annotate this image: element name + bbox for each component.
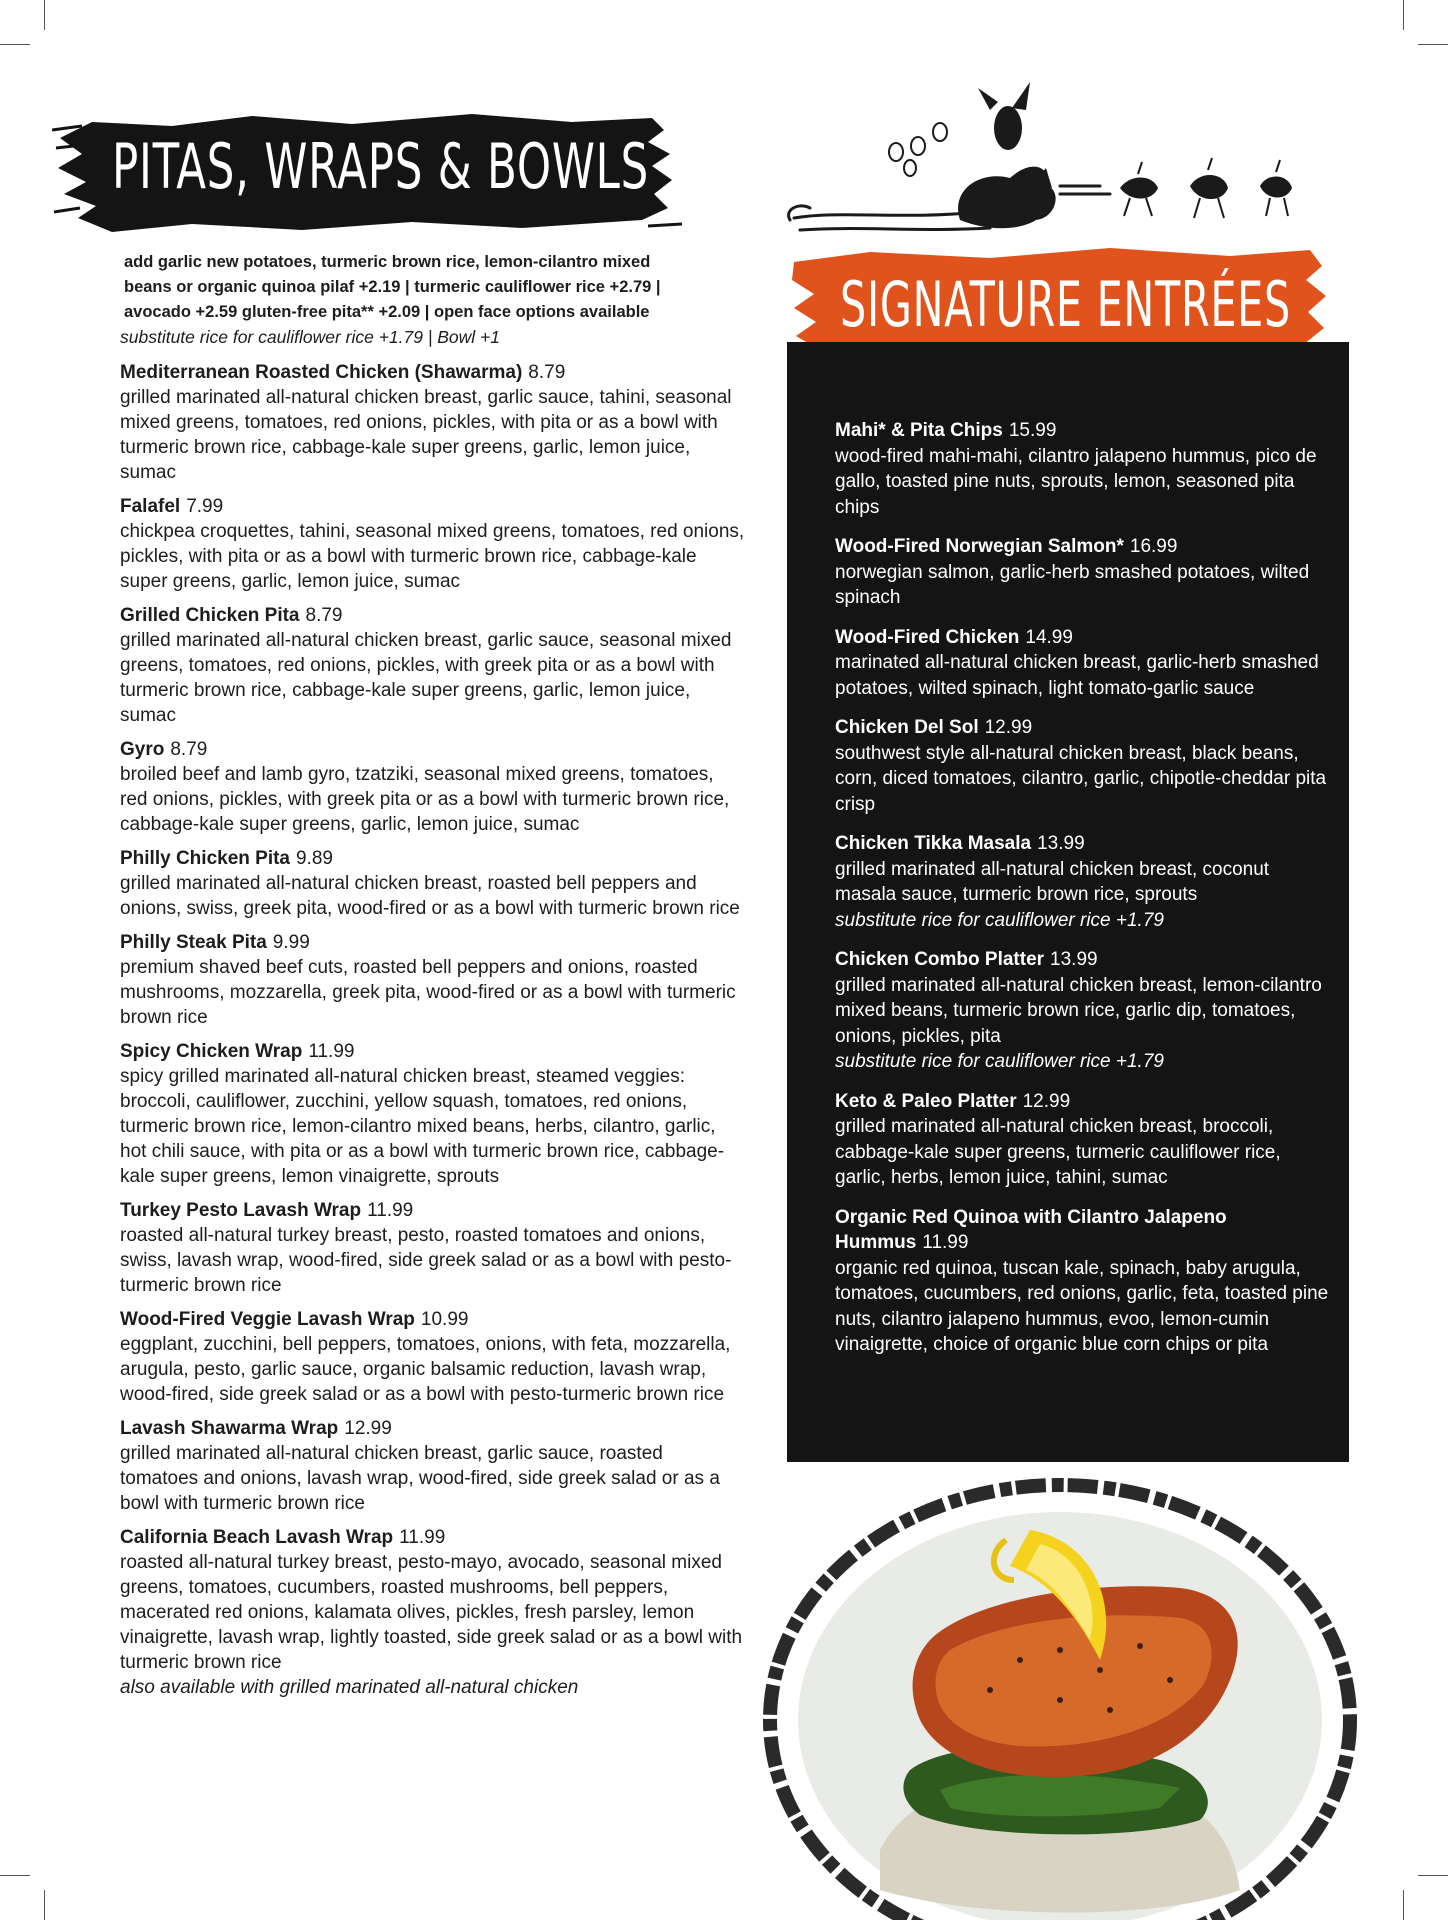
menu-item-header [120,360,745,385]
menu-item-header [120,1039,745,1064]
menu-item-price: 9.89 [296,848,333,869]
menu-item-header [120,1307,745,1332]
add-ons-line: add garlic new potatoes, turmeric brown rice, lemon-cilantro mixed [124,253,651,271]
crop-mark [0,44,30,45]
menu-item-name: Wood-Fired Chicken [835,626,1020,648]
menu-item-description: spicy grilled marinated all-natural chicken breast, steamed veggies: broccoli, cauliflower, zucchini, yellow squash, tomatoes, red onions, turmeric brown rice, lemon-cilantro mixed beans, herbs, cilantro, garlic, hot chili sauce, with pita or as a bowl with turmeric brown rice, cabbage-kale super greens, lemon vinaigrette, sprouts [120,1066,725,1187]
menu-item [835,831,1335,933]
menu-item [120,1198,745,1298]
crop-mark [1418,1875,1448,1876]
menu-item-header [120,737,745,762]
left-menu-column [120,250,745,1709]
menu-item-name: Grilled Chicken Pita [120,605,300,626]
menu-item-price: 9.99 [272,932,310,953]
menu-item-price: 12.99 [344,1418,392,1439]
menu-item-description: roasted all-natural turkey breast, pesto, roasted tomatoes and onions, swiss, lavash wrap, wood-fired, side greek salad or as a bowl with pesto-turmeric brown rice [120,1225,732,1296]
menu-item [120,494,745,594]
menu-item-price: 15.99 [1008,420,1057,441]
crop-mark [44,0,45,30]
menu-item-price: 11.99 [367,1200,414,1221]
menu-item-list [120,360,745,1700]
menu-item-name: Keto & Paleo Platter [835,1090,1017,1112]
add-ons-line: avocado +2.59 gluten-free pita** +2.09 | open face options available [124,303,650,321]
menu-item [120,1039,745,1189]
menu-item-price: 8.79 [528,362,566,383]
menu-item-name: Turkey Pesto Lavash Wrap [120,1200,362,1221]
menu-item [835,1089,1335,1191]
add-ons-line: beans or organic quinoa pilaf +2.19 | turmeric cauliflower rice +2.79 | [124,278,661,296]
menu-item-note: also available with grilled marinated all-natural chicken [120,1677,579,1698]
add-ons-text [120,250,745,325]
menu-item [120,1416,745,1516]
menu-item-name: Chicken Del Sol [835,717,979,738]
menu-item-note: substitute rice for cauliflower rice +1.79 [835,1051,1164,1072]
menu-item-description: grilled marinated all-natural chicken breast, garlic sauce, roasted tomatoes and onions, lavash wrap, wood-fired, side greek salad or as a bowl with turmeric brown rice [120,1443,720,1514]
menu-item-description: norwegian salmon, garlic-herb smashed potatoes, wilted spinach [835,561,1310,608]
menu-item [120,1525,745,1700]
menu-item-price: 10.99 [420,1309,469,1330]
menu-item-header [120,1416,745,1441]
menu-item-price: 14.99 [1025,626,1073,648]
crop-mark [44,1890,45,1920]
menu-item-price: 8.79 [170,739,208,760]
menu-item-price: 13.99 [1050,949,1098,970]
menu-item-header [120,494,745,519]
menu-item-name: Philly Steak Pita [120,932,267,953]
menu-item-header [120,1198,745,1223]
menu-item-name: Mediterranean Roasted Chicken (Shawarma) [120,362,523,383]
menu-item-note: substitute rice for cauliflower rice +1.79 [835,909,1164,931]
menu-item-price: 12.99 [984,717,1033,738]
menu-item-header [835,625,1335,651]
menu-item [120,360,745,485]
salmon-plate-photo [760,1470,1380,1920]
menu-item-name: Chicken Tikka Masala [835,833,1032,854]
menu-item-description: grilled marinated all-natural chicken breast, roasted bell peppers and onions, swiss, greek pita, wood-fired or as a bowl with turmeric brown rice [120,873,740,919]
menu-item-price: 11.99 [922,1232,969,1253]
crop-mark [1403,1890,1404,1920]
menu-item-header [835,418,1335,444]
menu-item [835,534,1335,611]
menu-item-name: Philly Chicken Pita [120,848,290,869]
crop-mark [0,1875,30,1876]
section-title: PITAS, WRAPS & BOWLS [112,130,650,203]
menu-item [120,1307,745,1407]
menu-item-description: grilled marinated all-natural chicken breast, garlic sauce, tahini, seasonal mixed greens, tomatoes, red onions, pickles, with pita or as a bowl with turmeric brown rice, cabbage-kale super greens, garlic, lemon juice, sumac [120,387,732,483]
menu-item-header [835,1089,1335,1115]
menu-item-header [835,1205,1335,1256]
menu-item-name: California Beach Lavash Wrap [120,1527,394,1548]
menu-item-description: eggplant, zucchini, bell peppers, tomatoes, onions, with feta, mozzarella, arugula, pesto, garlic sauce, organic balsamic reduction, lavash wrap, wood-fired, side greek salad or as a bowl with pesto-turmeric brown rice [120,1334,731,1405]
menu-item [835,715,1335,817]
menu-item-name: Gyro [120,739,165,760]
menu-item-name: Wood-Fired Norwegian Salmon* [835,536,1124,557]
menu-item-header [120,1525,745,1550]
menu-item-price: 16.99 [1129,536,1178,557]
menu-item-description: roasted all-natural turkey breast, pesto-mayo, avocado, seasonal mixed greens, tomatoes, cucumbers, roasted mushrooms, bell peppers, macerated red onions, kalamata olives, pickles, fresh parsley, lemon vinaigrette, lavash wrap, lightly toasted, side greek salad or as a bowl with turmeric brown rice [120,1552,743,1673]
crop-mark [1403,0,1404,30]
menu-item-header [835,947,1335,973]
menu-item [120,930,745,1030]
menu-item-name: Falafel [120,496,181,517]
menu-item-name: Wood-Fired Veggie Lavash Wrap [120,1309,415,1330]
menu-item [835,947,1335,1075]
right-menu-column [835,418,1335,1372]
substitution-note: substitute rice for cauliflower rice +1.79 | Bowl +1 [120,327,501,347]
menu-item-description: grilled marinated all-natural chicken breast, garlic sauce, seasonal mixed greens, tomatoes, red onions, pickles, with greek pita or as a bowl with turmeric brown rice, cabbage-kale super greens, garlic, lemon juice, sumac [120,630,732,726]
crop-mark [1418,44,1448,45]
menu-item-name: Organic Red Quinoa with Cilantro Jalapeno Hummus [835,1206,1227,1253]
menu-item [120,737,745,837]
menu-item-price: 7.99 [186,496,224,517]
menu-item-description: grilled marinated all-natural chicken breast, coconut masala sauce, turmeric brown rice, sprouts [835,858,1270,905]
menu-item-description: broiled beef and lamb gyro, tzatziki, seasonal mixed greens, tomatoes, red onions, pickles, with greek pita or as a bowl with turmeric brown rice, cabbage-kale super greens, garlic, lemon juice, sumac [120,764,730,835]
menu-item-price: 11.99 [308,1041,355,1062]
menu-item [120,603,745,728]
menu-item-list [835,418,1335,1358]
menu-item-header [835,534,1335,560]
menu-item-header [120,930,745,955]
menu-item-header [835,831,1335,857]
menu-item [835,625,1335,702]
menu-item-price: 8.79 [305,605,343,626]
menu-item-header [120,603,745,628]
menu-item-header [835,715,1335,741]
menu-item-description: marinated all-natural chicken breast, garlic-herb smashed potatoes, wilted spinach, light tomato-garlic sauce [835,652,1319,699]
menu-item-name: Lavash Shawarma Wrap [120,1418,339,1439]
menu-item-description: southwest style all-natural chicken breast, black beans, corn, diced tomatoes, cilantro, garlic, chipotle-cheddar pita crisp [835,742,1327,815]
section-title: SIGNATURE ENTRÉES [840,268,1291,341]
chicken-doodle-icon [780,70,1300,250]
menu-item-header [120,846,745,871]
menu-item-description: wood-fired mahi-mahi, cilantro jalapeno hummus, pico de gallo, toasted pine nuts, sprouts, lemon, seasoned pita chips [835,445,1317,518]
menu-item-description: chickpea croquettes, tahini, seasonal mixed greens, tomatoes, red onions, pickles, with pita or as a bowl with turmeric brown rice, cabbage-kale super greens, garlic, lemon juice, sumac [120,521,745,592]
menu-item-description: organic red quinoa, tuscan kale, spinach, baby arugula, tomatoes, cucumbers, red onions, garlic, feta, toasted pine nuts, cilantro jalapeno hummus, evoo, lemon-cumin vinaigrette, choice of organic blue corn chips or pita [835,1257,1329,1355]
menu-item-name: Spicy Chicken Wrap [120,1041,303,1062]
menu-item-description: grilled marinated all-natural chicken breast, lemon-cilantro mixed beans, turmeric brown rice, garlic dip, tomatoes, onions, pickles, pita [835,974,1322,1047]
menu-item-description: premium shaved beef cuts, roasted bell peppers and onions, roasted mushrooms, mozzarella, greek pita, wood-fired or as a bowl with turmeric brown rice [120,957,736,1028]
menu-item [120,846,745,921]
menu-item-price: 13.99 [1037,833,1085,854]
menu-item [835,418,1335,520]
menu-item-price: 12.99 [1022,1090,1071,1112]
menu-item-name: Chicken Combo Platter [835,949,1045,970]
menu-item-price: 11.99 [399,1527,446,1548]
section-banner-pitas [52,108,692,236]
menu-item-description: grilled marinated all-natural chicken breast, broccoli, cabbage-kale super greens, turmeric cauliflower rice, garlic, herbs, lemon juice, tahini, sumac [835,1116,1281,1188]
menu-item [835,1205,1335,1358]
menu-item-name: Mahi* & Pita Chips [835,420,1003,441]
